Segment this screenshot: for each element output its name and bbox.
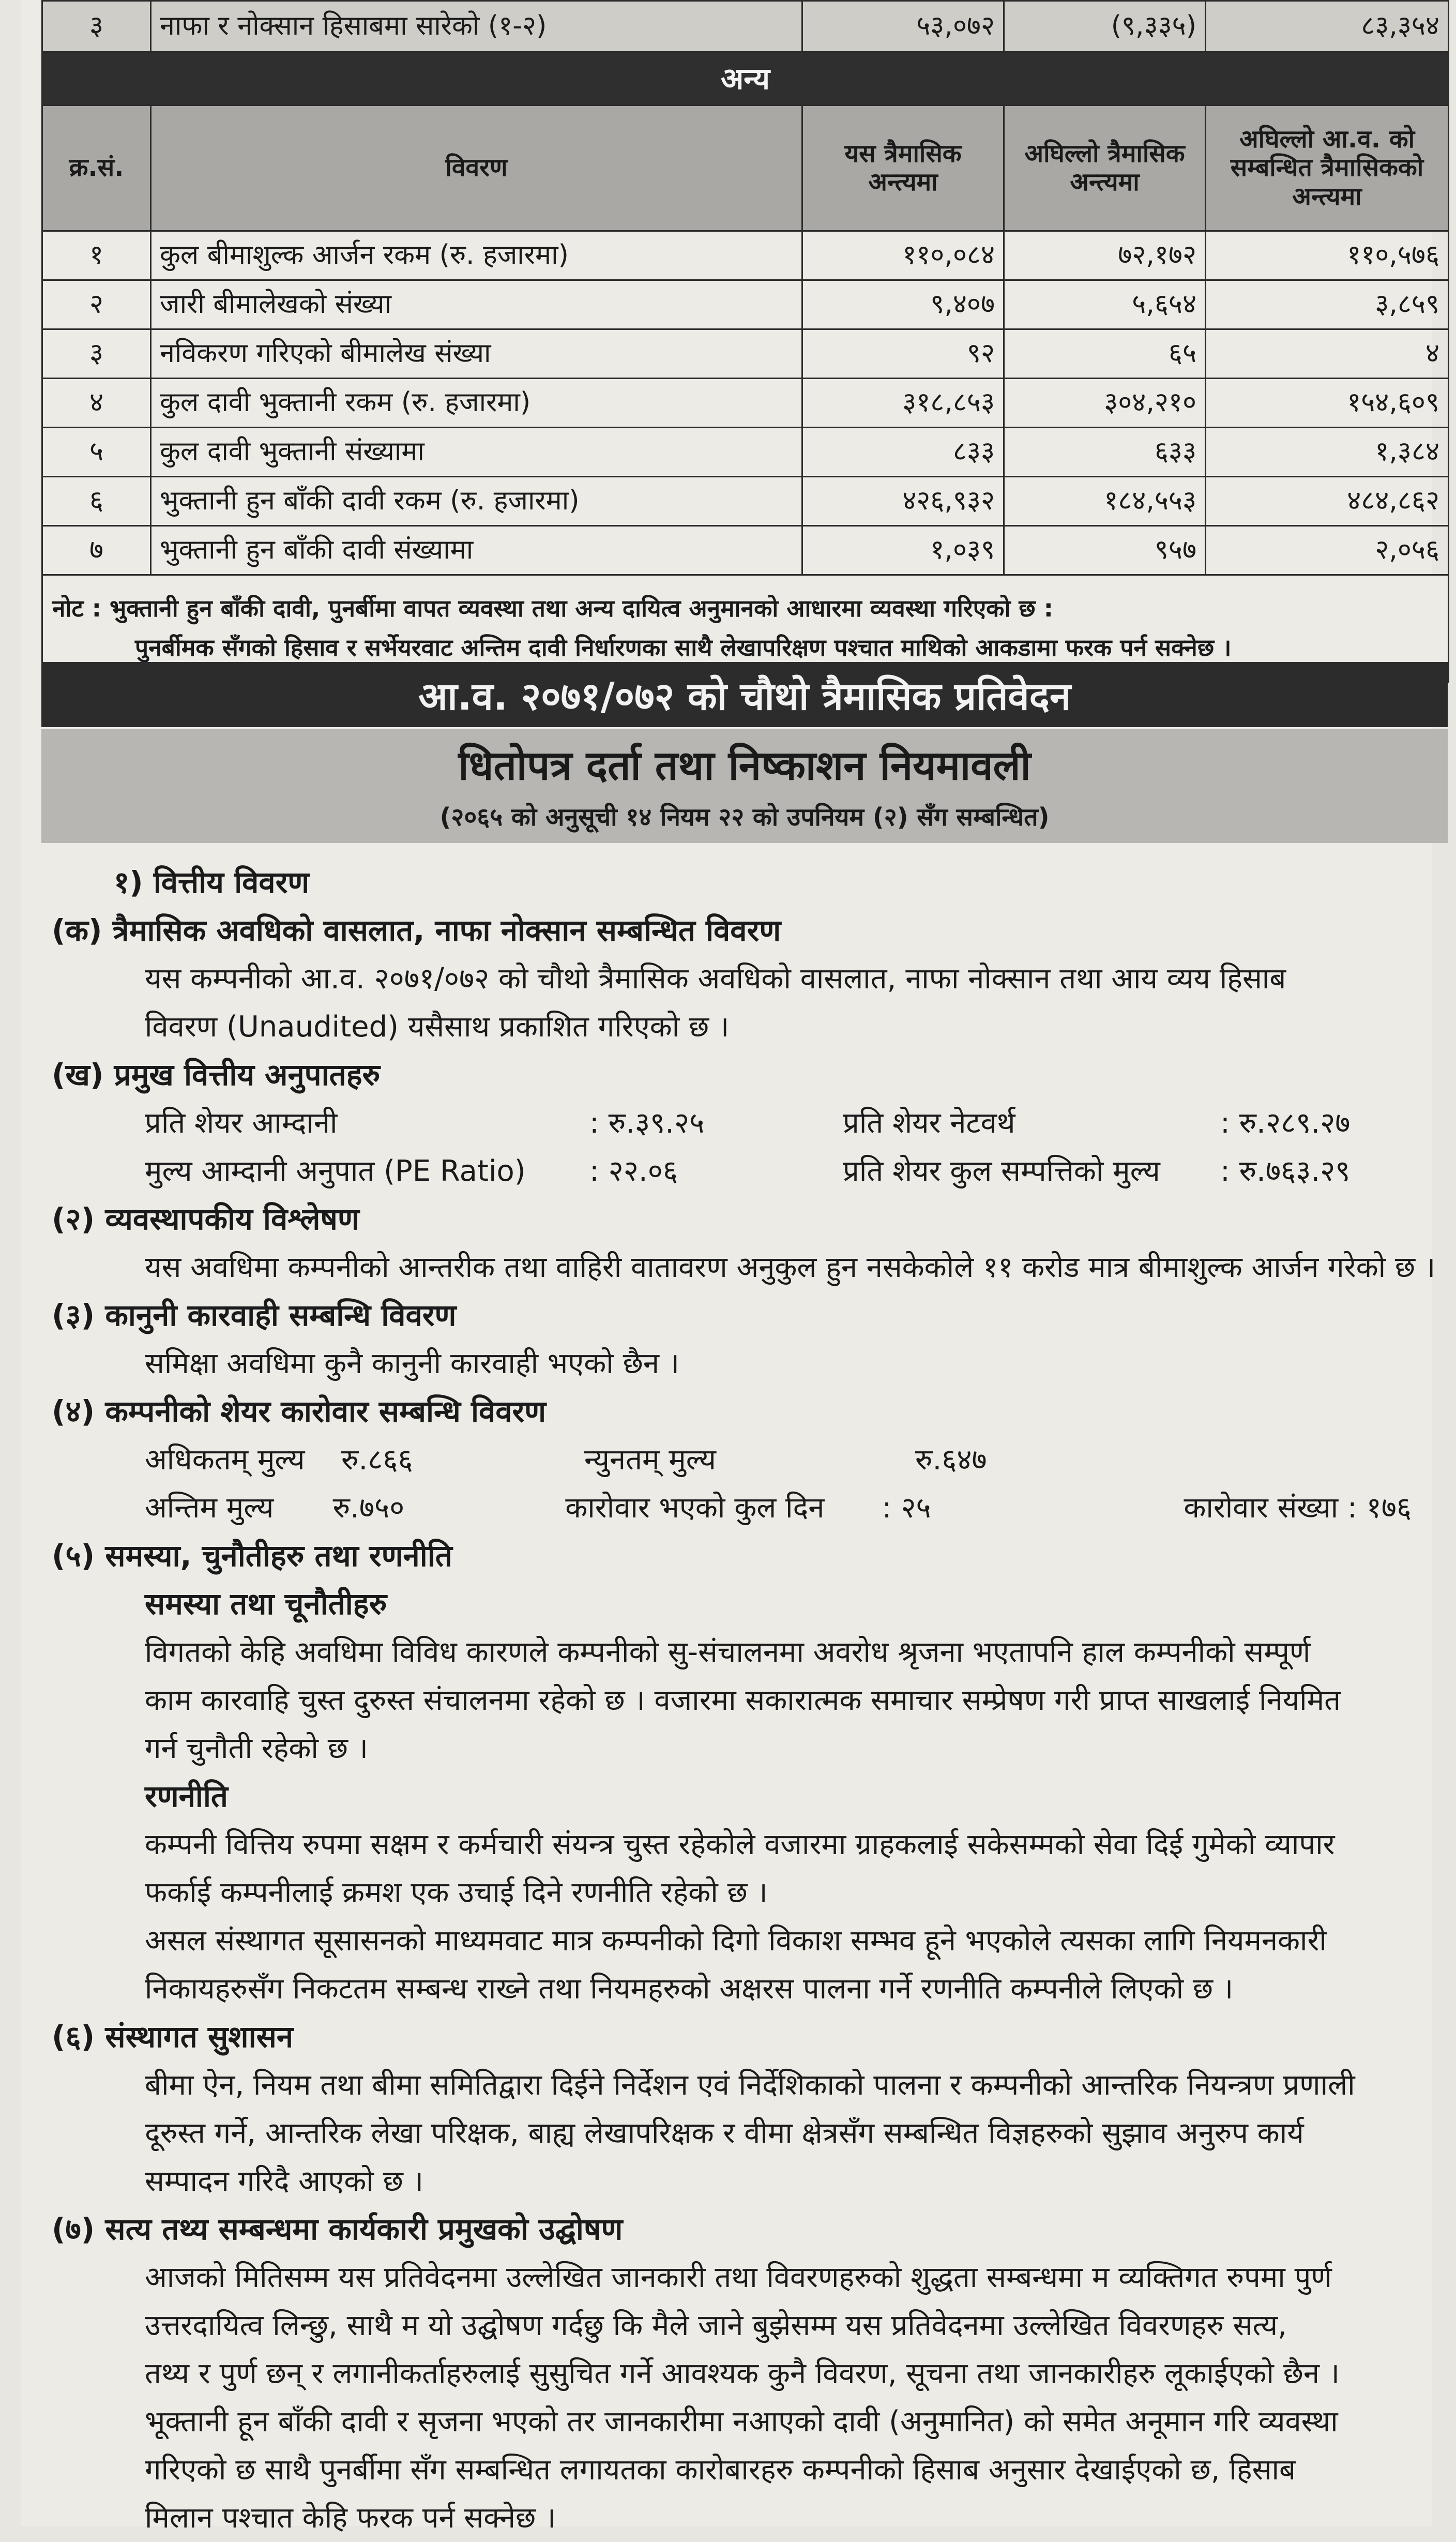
note-line: पुनर्बीमक सँगको हिसाव र सर्भेयरवाट अन्तिम दावी निर्धारणका साथै लेखापरिक्षण पश्चात माथिको आकडामा फरक पर्न सक्नेछ । — [135, 634, 1232, 661]
paragraph-line: आजको मितिसम्म यस प्रतिवेदनमा उल्लेखित जानकारी तथा विवरणहरुको शुद्धता सम्बन्धमा म व्यक्तिगत रुपमा पुर्ण — [145, 2261, 1332, 2294]
section-title: अन्य — [42, 52, 1449, 106]
section-title-row — [42, 52, 1449, 106]
subsection-heading: रणनीति — [145, 1779, 228, 1814]
row-label: कुल बीमाशुल्क आर्जन रकम (रु. हजारमा) — [151, 231, 802, 280]
cell-value: ४८४,८६२ — [1206, 477, 1449, 526]
networth-value: : रु.२८९.२७ — [1220, 1106, 1351, 1140]
networth-label: प्रति शेयर नेटवर्थ — [843, 1106, 1015, 1140]
table-row — [42, 329, 1449, 379]
cell-value: ६५ — [1004, 329, 1206, 379]
paragraph-line: दूरुस्त गर्ने, आन्तरिक लेखा परिक्षक, बाह्य लेखापरिक्षक र वीमा क्षेत्रसँग सम्बन्धित विज्ञहरुको सुझाव अनुरुप कार्य — [145, 2116, 1304, 2150]
paragraph-line: सम्पादन गरिदै आएको छ । — [145, 2164, 423, 2198]
row-label: कुल दावी भुक्तानी रकम (रु. हजारमा) — [151, 379, 802, 428]
cell-value: १,३८४ — [1206, 428, 1449, 477]
paragraph-line: गर्न चुनौती रहेको छ । — [145, 1732, 369, 1765]
ratio-row — [52, 1099, 1443, 1147]
regulation-title: धितोपत्र दर्ता तथा निष्काशन नियमावली — [458, 743, 1031, 789]
paragraph-line: तथ्य र पुर्ण छन् र लगानीकर्ताहरुलाई सुसुचित गर्ने आवश्यक कुनै विवरण, सूचना तथा जानकारीहरु लूकाईएको छैन । — [145, 2357, 1340, 2390]
row-number: २ — [42, 280, 151, 329]
eps-value: : रु.३९.२५ — [589, 1106, 705, 1140]
cell-value: ११०,०८४ — [802, 231, 1004, 280]
paragraph-line: काम कारवाहि चुस्त दुरुस्त संचालनमा रहेको छ । वजारमा सकारात्मक समाचार सम्प्रेषण गरी प्राप्त साखलाई नियमित — [145, 1683, 1341, 1717]
row-number: ७ — [42, 526, 151, 575]
cell-value: ९५७ — [1004, 526, 1206, 575]
report-title-banner — [41, 662, 1448, 727]
eps-label: प्रति शेयर आम्दानी — [145, 1106, 338, 1140]
row-label: नाफा र नोक्सान हिसाबमा सारेको (१-२) — [151, 1, 802, 52]
cell-value: ५३,०७२ — [802, 1, 1004, 52]
cell-value: ९,४०७ — [802, 280, 1004, 329]
header-col3: अघिल्लो आ.व. को सम्बन्धित त्रैमासिकको अन्त्यमा — [1206, 106, 1449, 231]
pe-value: : २२.०६ — [589, 1154, 678, 1188]
subsection-heading: (ख) प्रमुख वित्तीय अनुपातहरु — [52, 1057, 381, 1092]
newspaper-page — [21, 0, 1439, 2535]
row-number: ३ — [42, 1, 151, 52]
regulation-banner — [41, 729, 1448, 843]
regulation-subtitle: (२०६५ को अनुसूची १४ नियम २२ को उपनियम (२) सँग सम्बन्धित) — [439, 803, 1050, 832]
table-header-row — [42, 106, 1449, 231]
section-heading: (६) संस्थागत सुशासन — [52, 2019, 294, 2054]
table-row — [42, 379, 1449, 428]
section-heading: (४) कम्पनीको शेयर कारोवार सम्बन्धि विवरण — [52, 1394, 547, 1429]
section-heading: (३) कानुनी कारवाही सम्बन्धि विवरण — [52, 1298, 457, 1333]
max-price-value: रु.८६६ — [341, 1443, 413, 1477]
transaction-count: कारोवार संख्या : १७६ — [1184, 1491, 1412, 1525]
row-label: भुक्तानी हुन बाँकी दावी संख्यामा — [151, 526, 802, 575]
paragraph-line: यस अवधिमा कम्पनीको आन्तरीक तथा वाहिरी वातावरण अनुकुल हुन नसकेकोले ११ करोड मात्र बीमाशुल्क आर्जन गरेको छ । — [145, 1251, 1436, 1284]
paragraph-line: कम्पनी वित्तिय रुपमा सक्षम र कर्मचारी संयन्त्र चुस्त रहेकोले वजारमा ग्राहकलाई सकेसम्मको सेवा दिई गुमेको व्यापार — [145, 1828, 1335, 1861]
min-price-value: रु.६४७ — [915, 1443, 987, 1477]
pe-label: मुल्य आम्दानी अनुपात (PE Ratio) — [145, 1154, 526, 1188]
cell-value: ६३३ — [1004, 428, 1206, 477]
trading-days-label: कारोवार भएको कुल दिन — [565, 1491, 825, 1525]
cell-value: ४ — [1206, 329, 1449, 379]
cell-value: २,०५६ — [1206, 526, 1449, 575]
cell-value: ३०४,२१० — [1004, 379, 1206, 428]
max-price-label: अधिकतम् मुल्य — [145, 1443, 305, 1477]
last-price-value: रु.७५० — [332, 1491, 405, 1525]
cell-value: ३,८५९ — [1206, 280, 1449, 329]
min-price-label: न्युनतम् मुल्य — [584, 1443, 716, 1477]
paragraph-line: विवरण (Unaudited) यसैसाथ प्रकाशित गरिएको छ । — [145, 1010, 730, 1044]
paragraph-line: यस कम्पनीको आ.व. २०७१/०७२ को चौथो त्रैमासिक अवधिको वासलात, नाफा नोक्सान तथा आय व्यय हिसाब — [145, 962, 1286, 996]
cell-value: ५,६५४ — [1004, 280, 1206, 329]
cell-value: ९२ — [802, 329, 1004, 379]
subsection-heading: समस्या तथा चूनौतीहरु — [145, 1586, 387, 1621]
table-row — [42, 1, 1449, 52]
table-row — [42, 477, 1449, 526]
section-heading: १) वित्तीय विवरण — [114, 865, 310, 900]
note-line: नोट : भुक्तानी हुन बाँकी दावी, पुनर्बीमा वापत व्यवस्था तथा अन्य दायित्व अनुमानको आधारमा व्यवस्था गरिएको छ : — [52, 594, 1054, 623]
cell-value: १८४,५५३ — [1004, 477, 1206, 526]
header-col2: अघिल्लो त्रैमासिक अन्त्यमा — [1004, 106, 1206, 231]
row-label: भुक्तानी हुन बाँकी दावी रकम (रु. हजारमा) — [151, 477, 802, 526]
header-col1: यस त्रैमासिक अन्त्यमा — [802, 106, 1004, 231]
cell-value: ७२,१७२ — [1004, 231, 1206, 280]
table-row — [42, 231, 1449, 280]
ratio-row — [52, 1147, 1443, 1195]
table-row — [42, 428, 1449, 477]
cell-value: (९,३३५) — [1004, 1, 1206, 52]
section-heading: (२) व्यवस्थापकीय विश्लेषण — [52, 1201, 359, 1237]
cell-value: ८३३ — [802, 428, 1004, 477]
cell-value: ८३,३५४ — [1206, 1, 1449, 52]
paragraph-line: बीमा ऐन, नियम तथा बीमा समितिद्वारा दिईने निर्देशन एवं निर्देशिकाको पालना र कम्पनीको आन्तरिक नियन्त्रण प्रणाली — [145, 2068, 1355, 2102]
row-number: ४ — [42, 379, 151, 428]
section-heading: (५) समस्या, चुनौतीहरु तथा रणनीति — [52, 1538, 452, 1573]
paragraph-line: निकायहरुसँग निकटतम सम्बन्ध राख्ने तथा नियमहरुको अक्षरस पालना गर्ने रणनीति कम्पनीले लिएको छ । — [145, 1972, 1234, 2006]
cell-value: १५४,६०९ — [1206, 379, 1449, 428]
last-price-label: अन्तिम मुल्य — [145, 1491, 274, 1525]
row-number: ५ — [42, 428, 151, 477]
row-label: जारी बीमालेखको संख्या — [151, 280, 802, 329]
share-row — [52, 1484, 1443, 1532]
section-heading: (७) सत्य तथ्य सम्बन्धमा कार्यकारी प्रमुखको उद्घोषण — [52, 2212, 623, 2247]
share-row — [52, 1436, 1443, 1484]
report-title: आ.व. २०७१/०७२ को चौथो त्रैमासिक प्रतिवेदन — [418, 674, 1071, 719]
subsection-heading: (क) त्रैमासिक अवधिको वासलात, नाफा नोक्सान सम्बन्धित विवरण — [52, 913, 781, 948]
cell-value: ११०,५७६ — [1206, 231, 1449, 280]
paragraph-line: मिलान पश्चात केहि फरक पर्न सक्नेछ । — [145, 2501, 556, 2535]
paragraph-line: समिक्षा अवधिमा कुनै कानुनी कारवाही भएको छैन । — [145, 1347, 679, 1380]
trading-days-value: : २५ — [882, 1491, 931, 1525]
paragraph-line: गरिएको छ साथै पुनर्बीमा सँग सम्बन्धित लगायतका कारोबारहरु कम्पनीको हिसाब अनुसार देखाईएको छ, हिसाब — [145, 2453, 1296, 2487]
row-number: १ — [42, 231, 151, 280]
other-info-table — [41, 0, 1449, 683]
paragraph-line: भूक्तानी हून बाँकी दावी र सृजना भएको तर जानकारीमा नआएको दावी (अनुमानित) को समेत अनूमान गरि व्यवस्था — [145, 2405, 1338, 2439]
paragraph-line: असल संस्थागत सूसासनको माध्यमवाट मात्र कम्पनीको दिगो विकाश सम्भव हूने भएकोले त्यसका लागि नियमनकारी — [145, 1924, 1327, 1958]
cell-value: १,०३९ — [802, 526, 1004, 575]
paragraph-line: विगतको केहि अवधिमा विविध कारणले कम्पनीको सु-संचालनमा अवरोध श्रृजना भएतापनि हाल कम्पनीको सम्पूर्ण — [145, 1635, 1311, 1669]
paragraph-line: फर्काई कम्पनीलाई क्रमश एक उचाई दिने रणनीति रहेको छ । — [145, 1876, 768, 1909]
row-label: नविकरण गरिएको बीमालेख संख्या — [151, 329, 802, 379]
cell-value: ४२६,९३२ — [802, 477, 1004, 526]
header-desc: विवरण — [151, 106, 802, 231]
header-no: क्र.सं. — [42, 106, 151, 231]
row-number: ३ — [42, 329, 151, 379]
table-row — [42, 280, 1449, 329]
paragraph-line: उत्तरदायित्व लिन्छु, साथै म यो उद्घोषण गर्दछु कि मैले जाने बुझेसम्म यस प्रतिवेदनमा उल्लेखित विवरणहरु सत्य, — [145, 2309, 1287, 2342]
cell-value: ३१८,८५३ — [802, 379, 1004, 428]
asset-value-label: प्रति शेयर कुल सम्पत्तिको मुल्य — [843, 1154, 1160, 1188]
asset-value-value: : रु.७६३.२९ — [1220, 1154, 1351, 1188]
row-label: कुल दावी भुक्तानी संख्यामा — [151, 428, 802, 477]
row-number: ६ — [42, 477, 151, 526]
table-row — [42, 526, 1449, 575]
report-body — [52, 859, 1443, 2542]
